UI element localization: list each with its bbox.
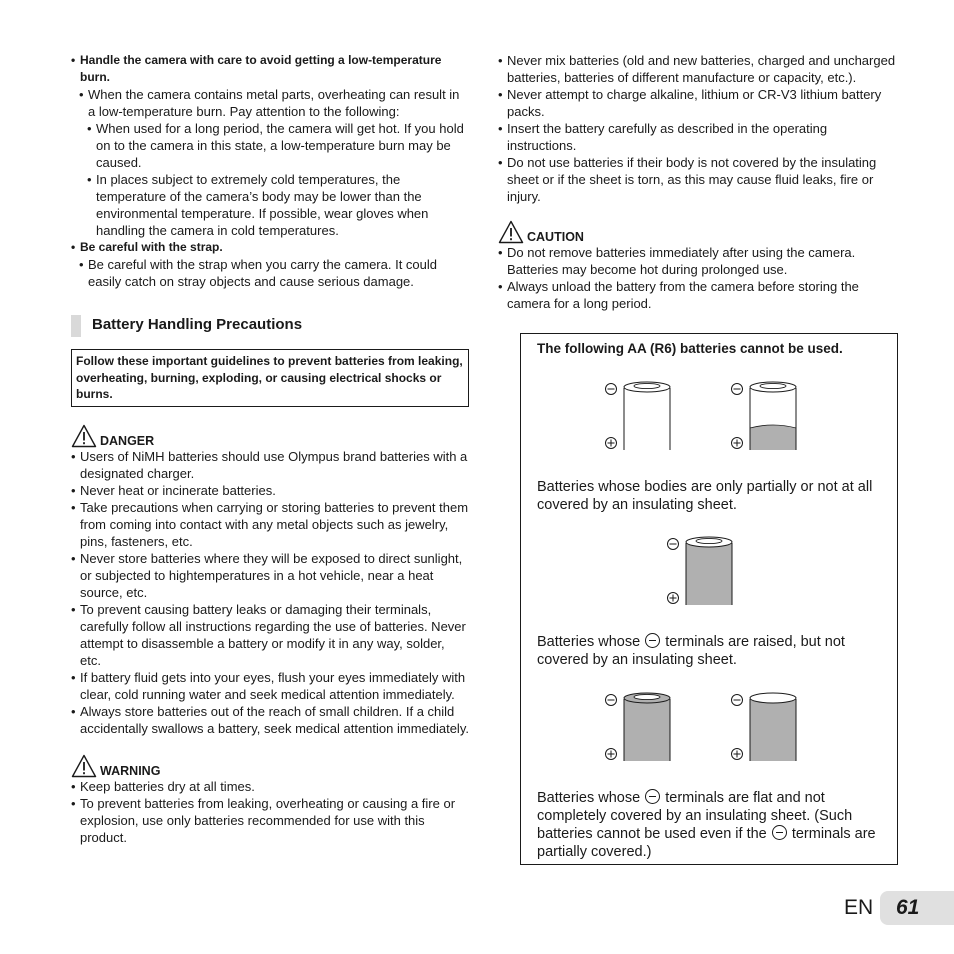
caption-flat-terminal <box>537 789 887 861</box>
battery-example-box <box>520 333 898 865</box>
warning-triangle-icon <box>498 220 524 244</box>
caption-text: terminals are partially covered.) <box>537 826 876 860</box>
minus-terminal-icon <box>645 633 660 648</box>
caption-text: terminals are flat and not completely covered by an insulating sheet. (Such batteries cannot be used even if the <box>537 790 853 842</box>
list-item: • Always unload the battery from the camera before storing the camera for a long period. <box>498 278 898 312</box>
caption-text: Batteries whose <box>537 634 641 650</box>
caution-list <box>498 244 898 312</box>
page-footer <box>0 891 954 925</box>
minus-terminal-icon <box>645 789 660 804</box>
minus-terminal-icon <box>772 825 787 840</box>
language-label: EN <box>844 896 874 919</box>
danger-label: DANGER <box>100 433 155 448</box>
list-item: • Always store batteries out of the reach of small children. If a child accidentally swallows a battery, seek medical attention immediately. <box>71 703 469 737</box>
caption-raised-terminal <box>537 633 887 669</box>
notice-box: Follow these important guidelines to prevent batteries from leaking, overheating, burning, exploding, or causing electrical shocks or burns. <box>71 349 469 407</box>
battery-raised-terminal-icon <box>661 533 745 609</box>
battery-uncovered-top-icon <box>725 378 809 454</box>
section-marker <box>71 315 81 337</box>
left-column <box>71 52 469 846</box>
warning-list <box>71 778 469 846</box>
warning-triangle-icon <box>71 754 97 778</box>
left-bullet-list <box>71 52 469 290</box>
battery-flat-terminal-icon <box>599 689 683 765</box>
right-bullet-list <box>498 52 898 205</box>
section-title: Battery Handling Precautions <box>92 316 303 333</box>
list-item: • Never mix batteries (old and new batteries, charged and uncharged batteries, batteries of different manufacture or capacity, etc.). <box>498 52 898 86</box>
list-item: • Be careful with the strap when you carry the camera. It could easily catch on stray objects and cause serious damage. <box>79 256 469 290</box>
warning-triangle-icon <box>71 424 97 448</box>
battery-partially-covered-icon <box>599 378 683 454</box>
caution-heading <box>498 218 898 244</box>
danger-heading <box>71 422 469 448</box>
warning-heading <box>71 752 469 778</box>
caution-label: CAUTION <box>527 230 584 244</box>
list-item: • In places subject to extremely cold temperatures, the temperature of the camera’s body may be lower than the environmental temperature. If possible, wear gloves when handling the camera in cold temperatures. <box>87 171 469 239</box>
list-item: • Keep batteries dry at all times. <box>71 778 469 795</box>
list-item: • Insert the battery carefully as described in the operating instructions. <box>498 120 898 154</box>
list-item: • Handle the camera with care to avoid getting a low-temperature burn. <box>71 52 469 86</box>
caption-text: terminals are raised, but not covered by an insulating sheet. <box>537 634 845 668</box>
warning-label: WARNING <box>100 763 161 778</box>
battery-flat-partial-icon <box>725 689 809 765</box>
list-item: • Never heat or incinerate batteries. <box>71 482 469 499</box>
right-column <box>498 52 898 312</box>
section-heading <box>71 313 469 335</box>
list-item: • Users of NiMH batteries should use Olympus brand batteries with a designated charger. <box>71 448 469 482</box>
list-item: • Do not use batteries if their body is not covered by the insulating sheet or if the sheet is torn, as this may cause fluid leaks, fire or injury. <box>498 154 898 205</box>
list-item: • When the camera contains metal parts, overheating can result in a low-temperature burn. Pay attention to the following: <box>79 86 469 120</box>
caption-partially-covered: Batteries whose bodies are only partially or not at all covered by an insulating sheet. <box>537 479 873 513</box>
list-item: • Do not remove batteries immediately after using the camera. Batteries may become hot during prolonged use. <box>498 244 898 278</box>
list-item: • Never attempt to charge alkaline, lithium or CR-V3 lithium battery packs. <box>498 86 898 120</box>
list-item: • When used for a long period, the camera will get hot. If you hold on to the camera in this state, a low-temperature burn may be caused. <box>87 120 469 171</box>
danger-list <box>71 448 469 737</box>
list-item: • Be careful with the strap. <box>71 239 469 256</box>
page-number: 61 <box>896 896 920 919</box>
list-item: • Take precautions when carrying or storing batteries to prevent them from coming into contact with any metal objects such as jewelry, pins, fasteners, etc. <box>71 499 469 550</box>
caption-text: Batteries whose <box>537 790 641 806</box>
list-item: • Never store batteries where they will be exposed to direct sunlight, or subjected to hightemperatures in a hot vehicle, near a heat source, etc. <box>71 550 469 601</box>
box-title: The following AA (R6) batteries cannot be used. <box>537 341 843 356</box>
list-item: • To prevent causing battery leaks or damaging their terminals, carefully follow all instructions regarding the use of batteries. Never attempt to disassemble a battery or modify it in any way, solder, etc. <box>71 601 469 669</box>
list-item: • If battery fluid gets into your eyes, flush your eyes immediately with clear, cold running water and seek medical attention immediately. <box>71 669 469 703</box>
list-item: • To prevent batteries from leaking, overheating or causing a fire or explosion, use only batteries recommended for use with this product. <box>71 795 469 846</box>
